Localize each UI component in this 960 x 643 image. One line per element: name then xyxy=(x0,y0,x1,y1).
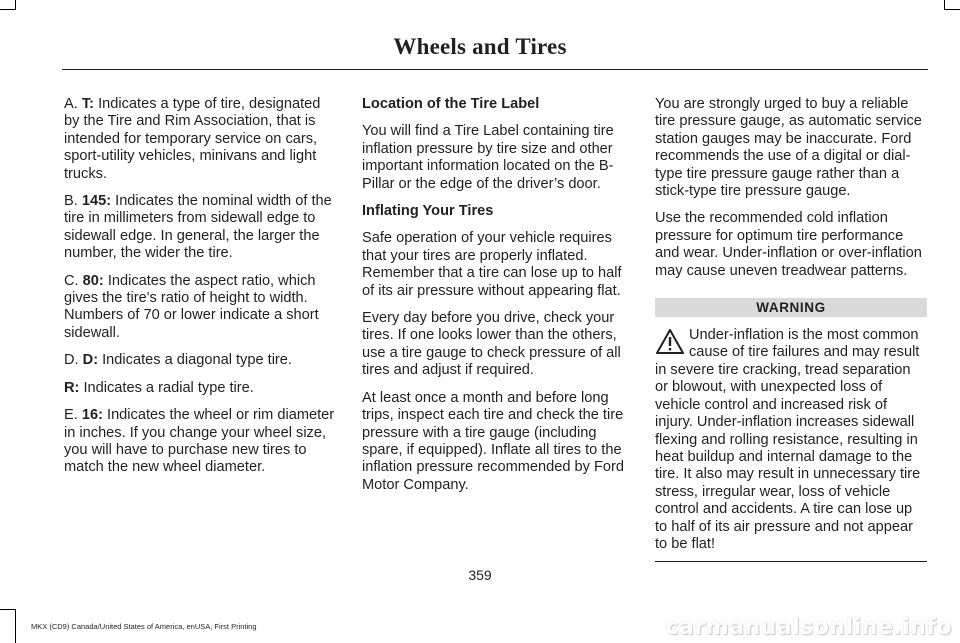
crop-mark-top-left-h xyxy=(0,9,16,10)
section-heading-tire-label: Location of the Tire Label xyxy=(362,96,540,112)
item-b-text: Indicates the nominal width of the tire in millimeters from sidewall edge to sidewall edge. In general, the larger the number, the wider the tire. xyxy=(64,193,332,262)
item-r-code: R: xyxy=(64,379,80,396)
warning-text: Under-inflation is the most common cause of tire failures and may result in severe tire cracking, tread separation or blowout, with unexpected loss of vehicle control and increased risk of injury. Under-inflation increases sidewall flexing and rolling resistance, resulting in heat buildup and internal damage to the tire. It also may result in unnecessary tire stress, irregular wear, loss of vehicle control and accidents. A tire can lose up to half of its air pressure and not appear to be flat! xyxy=(655,327,921,552)
item-e-code: 16: xyxy=(81,407,103,424)
warning-bottom-rule xyxy=(655,561,927,562)
item-b xyxy=(64,193,337,263)
crop-mark-bottom-left-v xyxy=(15,609,16,643)
watermark: carmanualsonline.info xyxy=(665,615,952,640)
paragraph: You will find a Tire Label containing tire inflation pressure by tire size and other important information located on the B-Pillar or the edge of the driver’s door. xyxy=(362,123,614,192)
item-a-code: T: xyxy=(81,96,95,112)
crop-mark-bottom-left-h xyxy=(0,609,16,610)
item-r-text: Indicates a radial type tire. xyxy=(83,379,254,396)
column-1 xyxy=(64,96,337,487)
item-c xyxy=(64,273,337,343)
item-c-text: Indicates the aspect ratio, which gives the tire's ratio of height to width. Numbers of 70 or lower indicate a short sidewall. xyxy=(64,272,319,341)
page-title: Wheels and Tires xyxy=(393,34,567,59)
page-number: 359 xyxy=(468,567,492,583)
warning-box xyxy=(655,327,927,553)
item-b-code: 145: xyxy=(81,193,112,210)
item-e-text: Indicates the wheel or rim diameter in inches. If you change your wheel size, you will have to purchase new tires to match the new wheel diameter. xyxy=(64,407,335,476)
item-a-text: Indicates a type of tire, designated by the Tire and Rim Association, that is intended for temporary service on cars, sport-utility vehicles, minivans and light trucks. xyxy=(64,96,321,182)
crop-mark-top-left-v xyxy=(15,0,16,10)
crop-mark-top-right-v xyxy=(944,0,945,10)
item-d-code: D: xyxy=(82,352,99,369)
item-b-prefix: B. xyxy=(64,193,78,210)
paragraph: At least once a month and before long trips, inspect each tire and check the tire pressure with a tire gauge (including spare, if equipped). Inflate all tires to the inflation pressure recommended by Ford Motor Company. xyxy=(362,389,625,493)
paragraph: Every day before you drive, check your tires. If one looks lower than the others, use a tire gauge to check pressure of all tires and adjust if required. xyxy=(362,310,621,379)
item-e-prefix: E. xyxy=(64,407,78,424)
column-2 xyxy=(362,96,632,504)
crop-mark-top-right-h xyxy=(944,9,960,10)
column-3 xyxy=(655,96,927,562)
item-d-prefix: D. xyxy=(64,352,79,369)
item-c-code: 80: xyxy=(82,272,104,289)
footer-text: MKX (CD9) Canada/United States of America, enUSA, First Printing xyxy=(31,622,257,631)
item-d xyxy=(64,352,337,369)
warning-banner: WARNING xyxy=(655,298,927,317)
paragraph: You are strongly urged to buy a reliable tire pressure gauge, as automatic service station gauges may be inaccurate. Ford recommends the use of a digital or dial-type tire pressure gauge rather than a stick-type tire pressure gauge. xyxy=(655,96,922,200)
item-d-text: Indicates a diagonal type tire. xyxy=(102,352,292,369)
section-heading-inflating: Inflating Your Tires xyxy=(362,203,494,220)
header-divider xyxy=(62,69,928,70)
item-a-prefix: A. xyxy=(64,96,78,112)
warning-triangle-icon xyxy=(655,328,685,356)
item-c-prefix: C. xyxy=(64,272,79,289)
item-e xyxy=(64,407,337,477)
paragraph: Safe operation of your vehicle requires that your tires are properly inflated. Remember that a tire can lose up to half of its air pressure without appearing flat. xyxy=(362,230,622,299)
item-r xyxy=(64,380,337,397)
item-a xyxy=(64,96,337,183)
paragraph: Use the recommended cold inflation pressure for optimum tire performance and wear. Under-inflation or over-inflation may cause uneven treadwear patterns. xyxy=(655,210,922,279)
